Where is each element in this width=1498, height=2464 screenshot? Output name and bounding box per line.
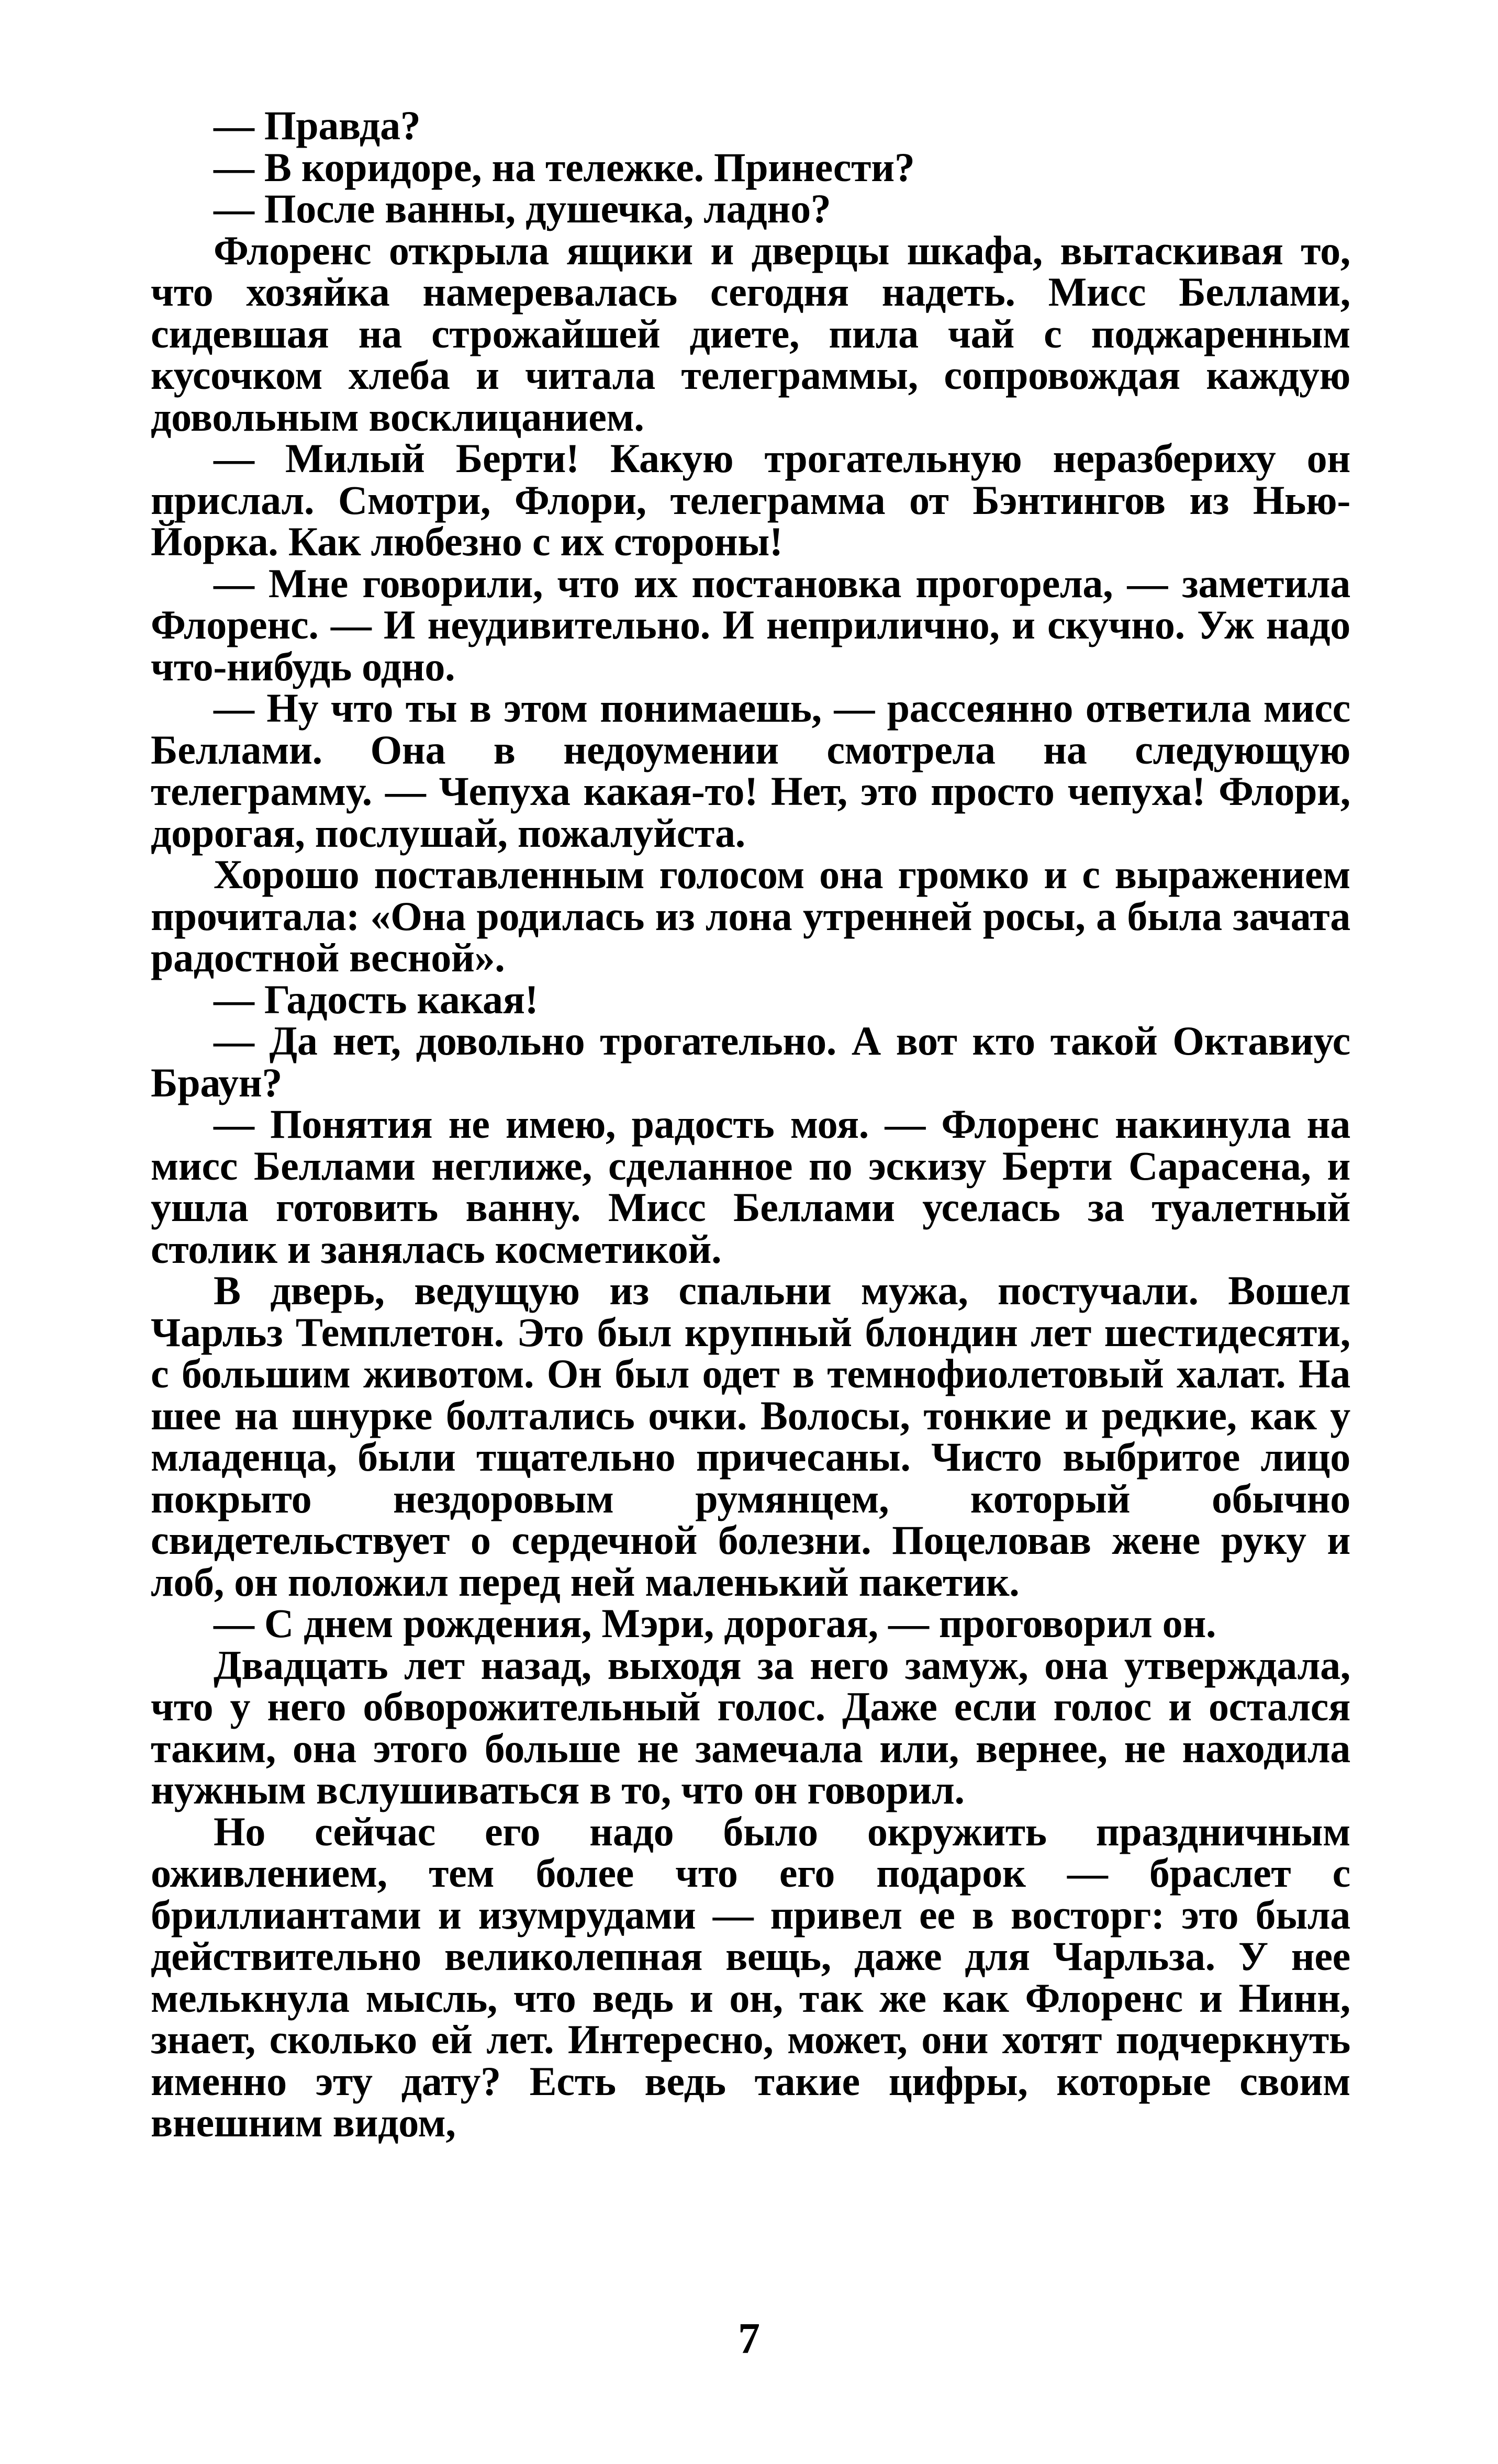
dialogue-line: — Понятия не имею, радость моя. — Флоренс накинула на мисс Беллами неглиже, сделанное по эскизу Берти Сарасена, и ушла готовить ванну. Мисс Беллами уселась за туалетный столик и занялась косметикой. [151, 1101, 1350, 1272]
narrative-paragraph: Флоренс открыла ящики и дверцы шкафа, вытаскивая то, что хозяйка намеревалась сегодня надеть. Мисс Беллами, сидевшая на строжайшей диете, пила чай с поджаренным кусочком хлеба и читала телеграммы, сопровождая каждую довольным восклицанием. [151, 227, 1350, 440]
dialogue-line: — Правда? [214, 103, 421, 148]
narrative-paragraph: В дверь, ведущую из спальни мужа, постучали. Вошел Чарльз Темплетон. Это был крупный блондин лет шестидесяти, с большим животом. Он был одет в темнофиолетовый халат. На шее на шнурке болтались очки. Волосы, тонкие и редкие, как у младенца, были тщательно причесаны. Чисто выбритое лицо покрыто нездоровым румянцем, который обычно свидетельствует о сердечной болезни. Поцеловав жене руку и лоб, он положил перед ней маленький пакетик. [151, 1268, 1350, 1605]
narrative-paragraph: Двадцать лет назад, выходя за него замуж, она утверждала, что у него обворожительный голос. Даже если голос и остался таким, она этого больше не замечала или, вернее, не находила нужным вслушиваться в то, что он говорил. [151, 1642, 1350, 1812]
dialogue-line: — С днем рождения, Мэри, дорогая, — проговорил он. [214, 1600, 1216, 1646]
dialogue-line: — В коридоре, на тележке. Принести? [214, 144, 915, 190]
page-number: 7 [738, 2314, 760, 2363]
dialogue-line: — После ванны, душечка, ладно? [214, 186, 831, 231]
dialogue-line: — Ну что ты в этом понимаешь, — рассеянно ответила мисс Беллами. Она в недоумении смотрела на следующую телеграмму. — Чепуха какая-то! Нет, это просто чепуха! Флори, дорогая, послушай, пожалуйста. [151, 685, 1350, 856]
dialogue-line: — Да нет, довольно трогательно. А вот кто такой Октавиус Браун? [151, 1018, 1350, 1105]
dialogue-line: — Гадость какая! [214, 976, 539, 1022]
dialogue-line: — Мне говорили, что их постановка прогорела, — заметила Флоренс. — И неудивительно. И неприлично, и скучно. Уж надо что-нибудь одно. [151, 560, 1350, 689]
page-text [151, 105, 1350, 2144]
dialogue-line: — Милый Берти! Какую трогательную неразбериху он прислал. Смотри, Флори, телеграмма от Бэнтингов из Нью-Йорка. Как любезно с их стороны! [151, 435, 1350, 564]
narrative-paragraph: Но сейчас его надо было окружить праздничным оживлением, тем более что его подарок — браслет с бриллиантами и изумрудами — привел ее в восторг: это была действительно великолепная вещь, даже для Чарльза. У нее мелькнула мысль, что ведь и он, так же как Флоренс и Нинн, знает, сколько ей лет. Интересно, может, они хотят подчеркнуть именно эту дату? Есть ведь такие цифры, которые своим внешним видом, [151, 1808, 1350, 2145]
narrative-paragraph: Хорошо поставленным голосом она громко и с выражением прочитала: «Она родилась из лона утренней росы, а была зачата радостной весной». [151, 852, 1350, 980]
